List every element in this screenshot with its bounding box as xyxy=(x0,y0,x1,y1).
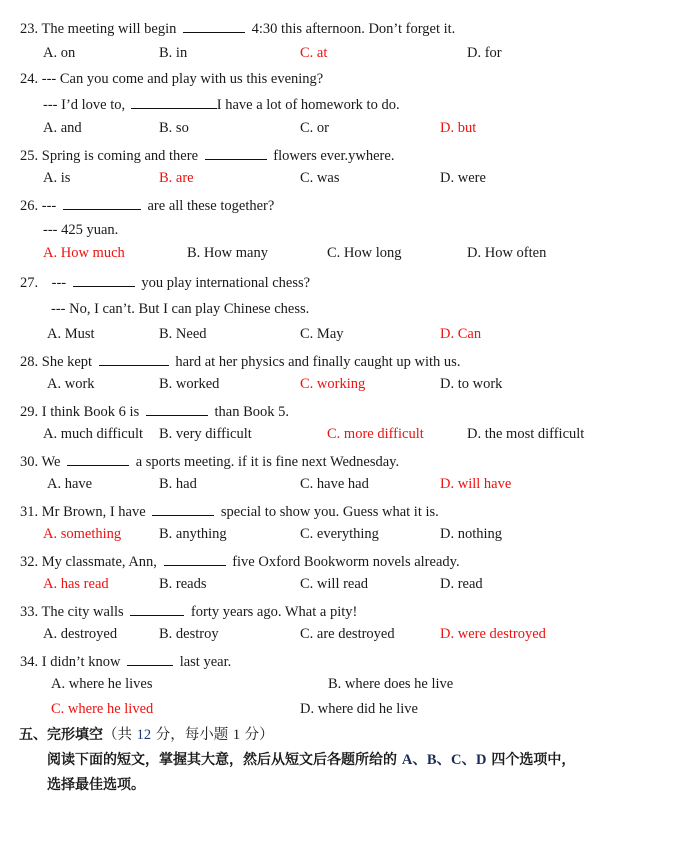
question-stem: I didn’t know xyxy=(41,654,121,670)
option-b: B. had xyxy=(159,476,197,492)
question-number: 28. xyxy=(20,354,39,370)
question-32 xyxy=(20,551,460,571)
option-d: D. for xyxy=(467,45,502,61)
question-stem: The city walls xyxy=(41,604,124,620)
instruction-letters: A、B、C、D xyxy=(401,752,487,768)
section-title: 完形填空 xyxy=(47,727,103,743)
question-stem-end: five Oxford Bookworm novels already. xyxy=(232,554,460,570)
question-stem: The meeting will begin xyxy=(41,21,177,37)
question-stem-end: are all these together? xyxy=(147,198,275,214)
answer-blank xyxy=(99,351,169,366)
question-27 xyxy=(20,272,310,292)
option-d: D. were xyxy=(440,170,486,186)
instruction-text-end: 四个选项中， xyxy=(486,752,576,768)
question-stem-end: flowers ever.ywhere. xyxy=(273,148,395,164)
option-a: A. Must xyxy=(47,326,95,342)
question-stem: Spring is coming and there xyxy=(41,148,199,164)
question-number: 33. xyxy=(20,604,39,620)
question-stem-end: 4:30 this afternoon. Don’t forget it. xyxy=(251,21,456,37)
section-score-open: （共 xyxy=(103,727,137,743)
section-score-each: 1 xyxy=(232,727,241,743)
question-stem: We xyxy=(41,454,61,470)
option-c: C. How long xyxy=(327,245,402,261)
question-24 xyxy=(20,69,323,89)
option-c-correct: C. more difficult xyxy=(327,426,424,442)
option-b: B. How many xyxy=(187,245,268,261)
question-stem-end: a sports meeting. if it is fine next Wednesday. xyxy=(135,454,400,470)
answer-blank xyxy=(131,94,217,109)
option-d: D. the most difficult xyxy=(467,426,585,442)
question-number: 31. xyxy=(20,504,39,520)
option-d-correct: D. were destroyed xyxy=(440,626,546,642)
question-number: 29. xyxy=(20,404,39,420)
option-a: A. much difficult xyxy=(43,426,144,442)
question-27-reply xyxy=(51,299,309,319)
section-instruction-line2 xyxy=(47,775,145,795)
option-c: C. or xyxy=(300,120,329,136)
question-number: 27. xyxy=(20,275,39,291)
answer-blank xyxy=(205,145,267,160)
question-number: 23. xyxy=(20,21,39,37)
option-d: D. nothing xyxy=(440,526,503,542)
option-a: A. is xyxy=(43,170,71,186)
question-number: 25. xyxy=(20,148,39,164)
option-b: B. very difficult xyxy=(159,426,252,442)
question-stem: My classmate, Ann, xyxy=(41,554,157,570)
section-score-mid: 分，每小题 xyxy=(151,727,233,743)
answer-blank xyxy=(164,551,226,566)
option-b: B. so xyxy=(159,120,189,136)
reply-text-end: I have a lot of homework to do. xyxy=(216,97,400,113)
answer-blank xyxy=(127,651,173,666)
question-number: 32. xyxy=(20,554,39,570)
question-23 xyxy=(20,18,455,38)
question-33 xyxy=(20,601,357,621)
question-26 xyxy=(20,195,274,215)
question-stem: --- Can you come and play with us this evening? xyxy=(41,71,324,87)
question-stem-end: last year. xyxy=(179,654,232,670)
section-score-close: 分） xyxy=(240,727,274,743)
question-number: 26. xyxy=(20,198,39,214)
option-a: A. on xyxy=(43,45,76,61)
answer-blank xyxy=(183,18,245,33)
option-a-correct: A. How much xyxy=(43,245,125,261)
section-heading xyxy=(19,725,274,745)
option-c: C. have had xyxy=(300,476,369,492)
reply-text: --- 425 yuan. xyxy=(43,222,119,238)
option-b-correct: B. are xyxy=(159,170,194,186)
question-stem: Mr Brown, I have xyxy=(41,504,146,520)
section-number: 五、 xyxy=(19,727,47,743)
option-d: D. where did he live xyxy=(300,701,418,717)
option-b: B. Need xyxy=(159,326,207,342)
question-30 xyxy=(20,451,399,471)
section-instruction-line1 xyxy=(47,750,575,770)
option-c-correct: C. working xyxy=(300,376,366,392)
option-c: C. are destroyed xyxy=(300,626,395,642)
option-c: C. will read xyxy=(300,576,369,592)
option-d: D. How often xyxy=(467,245,547,261)
question-number: 24. xyxy=(20,71,39,87)
option-b: B. destroy xyxy=(159,626,219,642)
question-26-reply xyxy=(43,220,118,240)
option-a: A. and xyxy=(43,120,82,136)
answer-blank xyxy=(67,451,129,466)
option-c: C. was xyxy=(300,170,340,186)
option-b: B. anything xyxy=(159,526,227,542)
option-d-correct: D. Can xyxy=(440,326,482,342)
option-b: B. in xyxy=(159,45,188,61)
question-stem: She kept xyxy=(41,354,93,370)
instruction-text-2: 选择最佳选项。 xyxy=(47,777,145,793)
question-stem: --- xyxy=(51,275,67,291)
option-d-correct: D. but xyxy=(440,120,477,136)
question-24-reply xyxy=(43,94,400,114)
option-a: A. destroyed xyxy=(43,626,118,642)
option-a: A. work xyxy=(47,376,95,392)
option-b: B. reads xyxy=(159,576,207,592)
answer-blank xyxy=(73,272,135,287)
question-stem-end: you play international chess? xyxy=(141,275,311,291)
question-number: 30. xyxy=(20,454,39,470)
answer-blank xyxy=(63,195,141,210)
instruction-text: 阅读下面的短文，掌握其大意，然后从短文后各题所给的 xyxy=(47,752,402,768)
option-c: C. everything xyxy=(300,526,379,542)
question-25 xyxy=(20,145,394,165)
option-a-correct: A. has read xyxy=(43,576,109,592)
question-34 xyxy=(20,651,231,671)
question-stem-end: forty years ago. What a pity! xyxy=(190,604,358,620)
answer-blank xyxy=(130,601,184,616)
question-stem: --- xyxy=(41,198,57,214)
question-28 xyxy=(20,351,460,371)
option-c: C. May xyxy=(300,326,344,342)
option-b: B. worked xyxy=(159,376,220,392)
question-29 xyxy=(20,401,289,421)
question-31 xyxy=(20,501,439,521)
option-b: B. where does he live xyxy=(328,676,454,692)
section-score-total: 12 xyxy=(136,727,152,743)
question-stem-end: than Book 5. xyxy=(214,404,289,420)
answer-blank xyxy=(152,501,214,516)
reply-text: --- No, I can’t. But I can play Chinese chess. xyxy=(51,301,310,317)
option-a-correct: A. something xyxy=(43,526,122,542)
option-d: D. read xyxy=(440,576,483,592)
question-stem-end: hard at her physics and finally caught up with us. xyxy=(175,354,461,370)
option-a: A. have xyxy=(47,476,93,492)
answer-blank xyxy=(146,401,208,416)
option-d: D. to work xyxy=(440,376,503,392)
reply-text: --- I’d love to, xyxy=(43,97,126,113)
question-number: 34. xyxy=(20,654,39,670)
option-c-correct: C. at xyxy=(300,45,328,61)
option-d-correct: D. will have xyxy=(440,476,512,492)
question-stem: I think Book 6 is xyxy=(41,404,140,420)
option-a: A. where he lives xyxy=(51,676,153,692)
question-stem-end: special to show you. Guess what it is. xyxy=(220,504,439,520)
option-c-correct: C. where he lived xyxy=(51,701,154,717)
